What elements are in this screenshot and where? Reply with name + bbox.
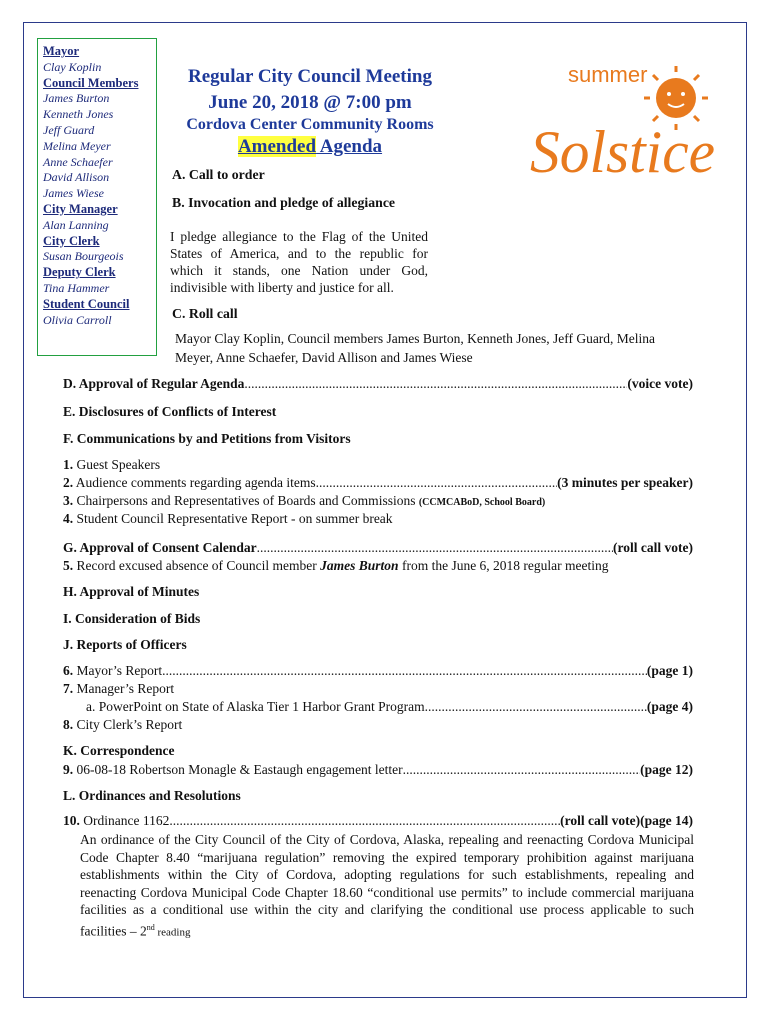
- agenda-heading: [160, 136, 460, 158]
- officials-roster: [37, 38, 157, 356]
- roster-name: Melina Meyer: [43, 138, 111, 153]
- item-6: 6. Mayor’s Report ..... (page 1): [63, 663, 693, 679]
- agenda-word: Agenda: [316, 136, 383, 157]
- section-f: F. Communications by and Petitions from Visitors: [63, 431, 351, 446]
- item-7a: a. PowerPoint on State of Alaska Tier 1 Harbor Grant Program ..... (page 4): [86, 699, 693, 715]
- roll-call-text: Mayor Clay Koplin, Council members James Burton, Kenneth Jones, Jeff Guard, Melina Meyer, Anne Schaefer, David Allison and James Wiese: [175, 331, 656, 365]
- meeting-date: June 20, 2018 @ 7:00 pm: [208, 92, 412, 113]
- roster-name: Anne Schaefer: [43, 154, 113, 169]
- roster-heading-council: Council Members: [43, 75, 139, 90]
- roster-heading-mayor: Mayor: [43, 44, 80, 58]
- roster-heading-student: Student Council: [43, 296, 130, 311]
- roster-name: James Burton: [43, 91, 110, 106]
- meeting-location: Cordova Center Community Rooms: [186, 116, 434, 133]
- section-i: I. Consideration of Bids: [63, 611, 201, 626]
- roster-name: Olivia Carroll: [43, 312, 112, 327]
- roster-name: Alan Lanning: [43, 217, 109, 232]
- section-e: E. Disclosures of Conflicts of Interest: [63, 404, 277, 419]
- logo-summer: summer: [568, 62, 648, 87]
- roster-name: James Wiese: [43, 186, 104, 201]
- item-5: 5. Record excused absence of Council member James Burton from the June 6, 2018 regular meeting: [63, 558, 609, 573]
- section-d: D. Approval of Regular Agenda ..... (voice vote): [63, 376, 693, 392]
- item-4: 4. Student Council Representative Report - on summer break: [63, 511, 393, 526]
- roster-name: Clay Koplin: [43, 59, 102, 74]
- roster-name: Jeff Guard: [43, 122, 95, 137]
- roster-name: David Allison: [43, 170, 110, 185]
- item-1: 1. Guest Speakers: [63, 457, 161, 472]
- item-10: 10. Ordinance 1162 ..... (roll call vote)(page 14): [63, 813, 693, 829]
- roster-name: Tina Hammer: [43, 280, 110, 295]
- section-b: B. Invocation and pledge of allegiance: [172, 195, 396, 210]
- section-c: C. Roll call: [172, 306, 238, 321]
- roster-heading-clerk: City Clerk: [43, 233, 100, 248]
- summer-solstice-logo: [528, 52, 718, 190]
- section-g: G. Approval of Consent Calendar ..... (roll call vote): [63, 540, 693, 556]
- section-k: K. Correspondence: [63, 743, 175, 758]
- ordinance-description: An ordinance of the City Council of the City of Cordova, Alaska, repealing and reenacting Cordova Municipal Code Chapter 8.40 “marijuana regulation” removing the expired temporary prohibition against marijuana establishments within the City of Cordova, adopting regulations for such establishments, repealing and reenacting Cordova Municipal Code Chapter 18.60 “conditional use permits” to include commercial marijuana facilities as a conditional use within the city and clarifying the conditional use process applicable to such facilities – 2nd reading: [80, 832, 694, 938]
- roster-heading-manager: City Manager: [43, 201, 118, 216]
- section-h: H. Approval of Minutes: [63, 584, 200, 599]
- section-l: L. Ordinances and Resolutions: [63, 788, 241, 803]
- item-2: 2. Audience comments regarding agenda items ..... (3 minutes per speaker): [63, 475, 693, 491]
- roster-heading-deputy: Deputy Clerk: [43, 265, 116, 280]
- item-9: 9. 06-08-18 Robertson Monagle & Eastaugh engagement letter ..... (page 12): [63, 762, 693, 778]
- meeting-title: Regular City Council Meeting: [188, 66, 432, 87]
- section-a: A. Call to order: [172, 167, 265, 182]
- item-7: 7. Manager’s Report: [63, 681, 175, 696]
- item-3: 3. Chairpersons and Representatives of Boards and Commissions (CCMCABoD, School Board): [63, 493, 546, 508]
- roster-name: Susan Bourgeois: [43, 249, 124, 264]
- item-8: 8. City Clerk’s Report: [63, 717, 183, 732]
- roster-name: Kenneth Jones: [43, 107, 114, 122]
- amended-highlight: Amended: [237, 136, 317, 157]
- pledge-text: I pledge allegiance to the Flag of the United States of America, and to the republic for which it stands, one Nation under God, indivisible with liberty and justice for all.: [170, 229, 428, 295]
- logo-solstice: Solstice: [530, 119, 715, 185]
- section-j: J. Reports of Officers: [63, 637, 187, 652]
